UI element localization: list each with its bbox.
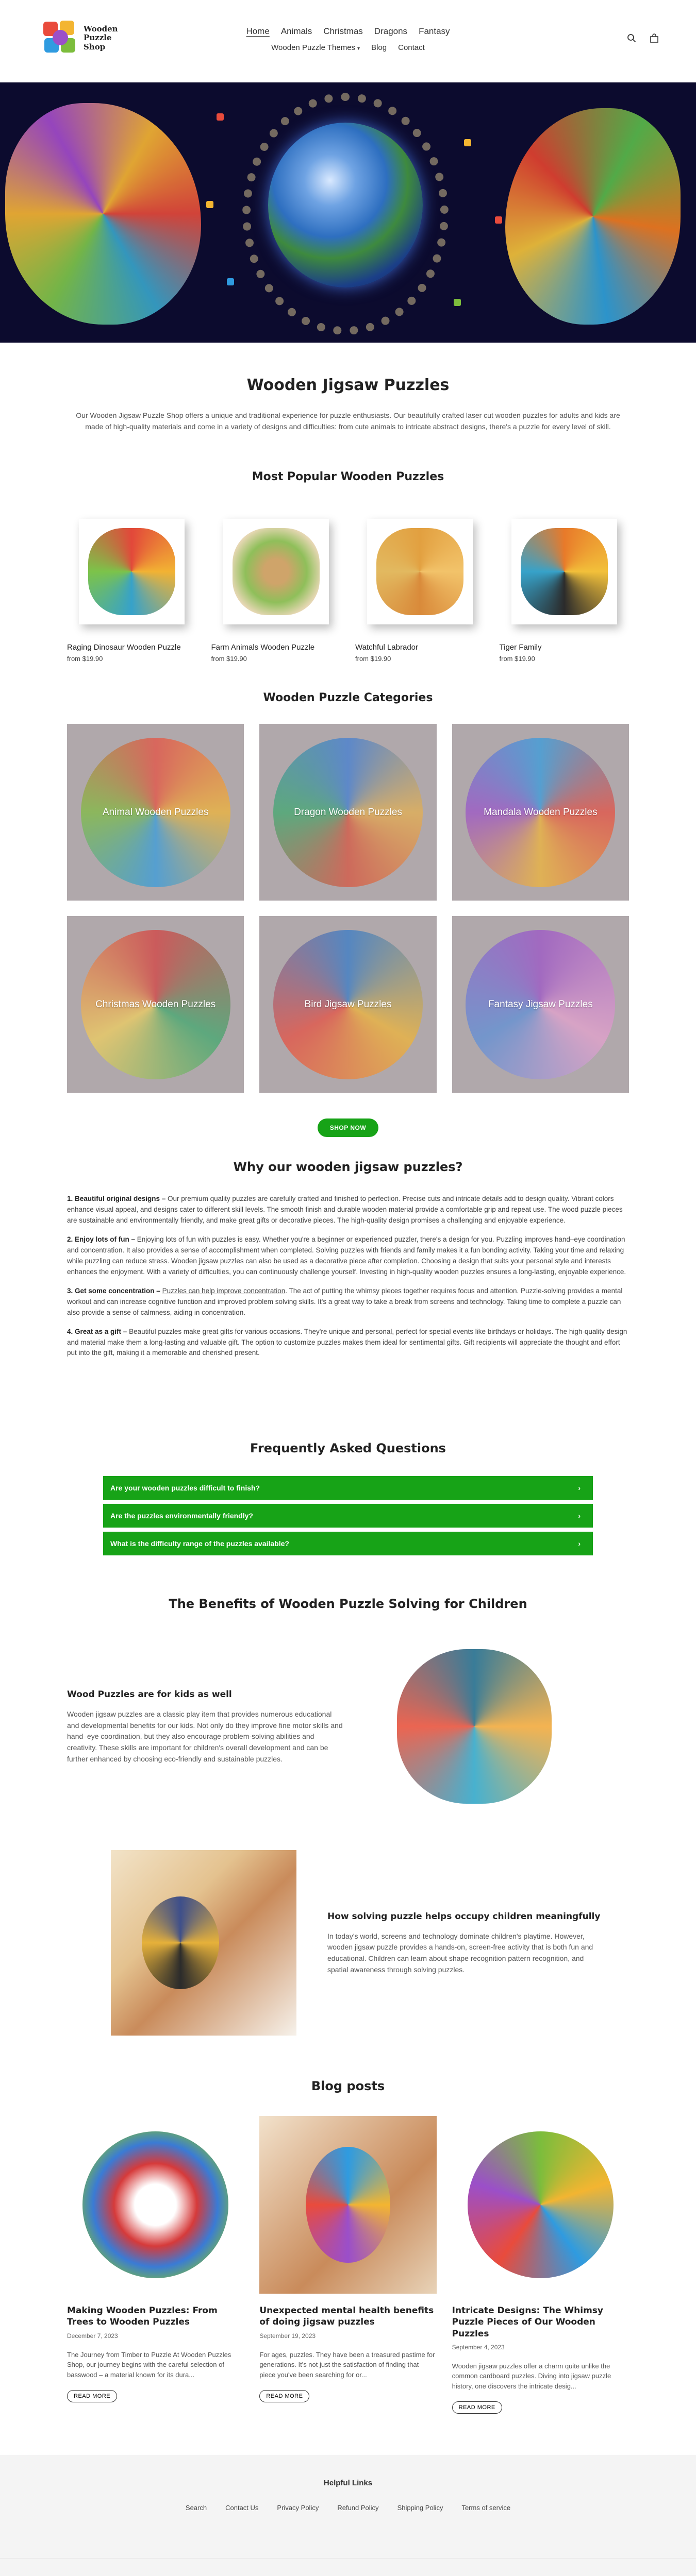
product-price: from $19.90 <box>211 654 247 663</box>
benefit-title: Wood Puzzles are for kids as well <box>67 1689 232 1700</box>
bird-puzzle-image <box>142 1896 219 1989</box>
read-more-button[interactable]: READ MORE <box>259 2390 309 2402</box>
product-name[interactable]: Watchful Labrador <box>355 643 419 652</box>
category-label: Mandala Wooden Puzzles <box>484 806 598 818</box>
shop-now-button[interactable]: SHOP NOW <box>318 1118 378 1137</box>
nav-christmas[interactable]: Christmas <box>323 26 363 36</box>
hero-earth-puzzle-image <box>268 123 423 287</box>
why-paragraph <box>67 1194 629 1226</box>
category-dragon[interactable] <box>259 724 436 901</box>
main-nav <box>0 25 696 58</box>
footer-link-shipping[interactable]: Shipping Policy <box>397 2503 443 2512</box>
logo-line: Shop <box>84 42 106 52</box>
blog-excerpt: The Journey from Timber to Puzzle At Wooden Puzzles Shop, our journey begins with the careful selection of basswood – a material known for its dura... <box>67 2350 231 2379</box>
faq-item[interactable] <box>103 1504 593 1528</box>
section-title: Most Popular Wooden Puzzles <box>252 470 444 484</box>
why-text: Beautiful puzzles make great gifts for various occasions. They're unique and personal, perfect for special events like birthdays or holidays. The high-quality design and material make them a long-lasting and valuable gift. The option to customize puzzles makes them ideal for sentimental gifts. Gift recipients will appreciate the thought and effort put into the gift, making it a memorable and cherished present. <box>67 1327 627 1357</box>
category-fantasy[interactable] <box>452 916 629 1093</box>
why-section <box>0 1137 696 1382</box>
concentration-link[interactable]: Puzzles can help improve concentration <box>162 1286 286 1295</box>
product-image[interactable] <box>211 507 341 636</box>
why-heading: 1. Beautiful original designs – <box>67 1195 166 1203</box>
blog-title[interactable]: Making Wooden Puzzles: From Trees to Wooden Puzzles <box>67 2306 218 2328</box>
footer-link-terms[interactable]: Terms of service <box>461 2503 511 2512</box>
read-more-button[interactable]: READ MORE <box>452 2401 502 2414</box>
site-header <box>0 0 696 82</box>
category-label: Fantasy Jigsaw Puzzles <box>488 998 593 1010</box>
section-title: Wooden Puzzle Categories <box>263 691 433 705</box>
section-title: Frequently Asked Questions <box>250 1441 446 1456</box>
chevron-right-icon: › <box>578 1511 581 1520</box>
benefit-text: In today's world, screens and technology dominate children's playtime. However, wooden jigsaw puzzle provides a hands-on, screen-free activity that is both fun and educational. Children can learn about shape recognition pattern recognition, and spatial awareness through solving puzzles. <box>327 1931 593 1974</box>
product-card[interactable] <box>500 507 629 664</box>
nav-fantasy[interactable]: Fantasy <box>419 26 450 36</box>
nav-blog[interactable]: Blog <box>371 43 387 52</box>
search-icon[interactable] <box>627 32 636 47</box>
section-title: The Benefits of Wooden Puzzle Solving for Children <box>169 1597 527 1612</box>
footer-link-search[interactable]: Search <box>185 2503 207 2512</box>
hero-dinosaur-puzzle-image <box>5 103 201 325</box>
logo-line: Puzzle <box>84 33 112 43</box>
benefit-title: How solving puzzle helps occupy children meaningfully <box>327 1911 601 1922</box>
why-heading: 3. Get some concentration – <box>67 1286 160 1295</box>
chevron-right-icon: › <box>578 1483 581 1492</box>
faq-item[interactable] <box>103 1476 593 1500</box>
blog-date: September 4, 2023 <box>452 2343 505 2351</box>
faq-question: Are the puzzles environmentally friendly? <box>110 1511 253 1520</box>
product-name[interactable]: Farm Animals Wooden Puzzle <box>211 643 315 652</box>
category-mandala[interactable] <box>452 724 629 901</box>
blog-image[interactable] <box>259 2116 436 2294</box>
nav-animals[interactable]: Animals <box>280 26 312 36</box>
page-title: Wooden Jigsaw Puzzles <box>246 376 450 394</box>
footer <box>0 2455 696 2558</box>
why-heading: 2. Enjoy lots of fun – <box>67 1235 136 1244</box>
chevron-right-icon: › <box>578 1539 581 1548</box>
section-title: Blog posts <box>311 2079 385 2094</box>
why-text: . The act of putting the whimsy pieces together requires focus and attention. Puzzle-solving provides a mental workout and can increase cognitive function and improved problem solving skills. It's a great way to take a break from screens and technology. Taking time to complete a puzzle can also provide a sense of calmness, aiding in concentration. <box>67 1286 623 1316</box>
turtle-puzzle-image <box>397 1649 552 1804</box>
nav-contact[interactable]: Contact <box>398 43 425 52</box>
product-card[interactable] <box>67 507 197 664</box>
footer-title: Helpful Links <box>323 2479 373 2488</box>
blog-card[interactable] <box>67 2116 244 2414</box>
logo-line: Wooden <box>84 24 118 34</box>
benefit-text: Wooden jigsaw puzzles are a classic play item that provides numerous educational and developmental benefits for our kids. Not only do they improve fine motor skills and hand–eye coordination, but they also encourage problem-solving abilities and creativity. These skills are important for children's overall development and can be further enhanced by choosing eco-friendly and sustainable puzzles. <box>67 1709 343 1763</box>
footer-link-refund[interactable]: Refund Policy <box>337 2503 379 2512</box>
product-image[interactable] <box>500 507 629 636</box>
blog-image[interactable] <box>452 2116 629 2294</box>
why-heading: 4. Great as a gift – <box>67 1327 127 1335</box>
child-puzzle-photo <box>111 1850 296 2036</box>
product-price: from $19.90 <box>499 654 535 663</box>
nav-dragons[interactable]: Dragons <box>374 26 408 36</box>
intro-text: Our Wooden Jigsaw Puzzle Shop offers a unique and traditional experience for puzzle enthusiasts. Our beautifully crafted laser cut wooden puzzles for adults and kids are made of high-quality materials and come in a variety of designs and difficulties: from cute animals to intricate abstract designs, there's a puzzle for every level of skill. <box>76 411 620 431</box>
category-label: Dragon Wooden Puzzles <box>294 806 402 818</box>
blog-title[interactable]: Unexpected mental health benefits of doing jigsaw puzzles <box>259 2306 434 2328</box>
why-paragraph <box>67 1234 629 1278</box>
nav-themes-label: Wooden Puzzle Themes <box>271 43 356 52</box>
category-label: Bird Jigsaw Puzzles <box>304 998 392 1010</box>
footer-link-privacy[interactable]: Privacy Policy <box>277 2503 319 2512</box>
product-name[interactable]: Tiger Family <box>499 643 542 652</box>
blog-image[interactable] <box>67 2116 244 2294</box>
blog-date: December 7, 2023 <box>67 2332 118 2340</box>
popular-products <box>0 453 696 679</box>
blog-date: September 19, 2023 <box>259 2332 316 2340</box>
intro-section <box>0 343 696 453</box>
benefits-section <box>0 1580 696 2056</box>
product-card[interactable] <box>211 507 341 664</box>
footer-link-contact[interactable]: Contact Us <box>225 2503 259 2512</box>
chevron-down-icon: ▾ <box>357 45 360 52</box>
section-title: Why our wooden jigsaw puzzles? <box>233 1160 463 1175</box>
blog-excerpt: Wooden jigsaw puzzles offer a charm quite unlike the common cardboard puzzles. Diving into jigsaw puzzle history, one discovers the intricate desig... <box>452 2362 611 2390</box>
blog-card[interactable] <box>259 2116 436 2414</box>
cart-icon[interactable] <box>650 32 659 47</box>
why-paragraph <box>67 1286 629 1318</box>
product-card[interactable] <box>355 507 485 664</box>
category-label: Animal Wooden Puzzles <box>102 806 209 818</box>
read-more-button[interactable]: READ MORE <box>67 2390 117 2402</box>
product-name[interactable]: Raging Dinosaur Wooden Puzzle <box>67 643 181 652</box>
why-paragraph <box>67 1327 629 1359</box>
footer-bottom <box>0 2558 696 2576</box>
category-christmas[interactable] <box>67 916 244 1093</box>
hero-fox-puzzle-image <box>505 108 681 325</box>
blog-title[interactable]: Intricate Designs: The Whimsy Puzzle Pieces of Our Wooden Puzzles <box>452 2306 603 2339</box>
why-text: Enjoying lots of fun with puzzles is easy. Whether you're a beginner or experienced puzzler, there's a design for you. Puzzling improves hand–eye coordination and concentration. It also provides a sense of accomplishment when completed. Solving puzzles with friends and family makes it a fun bonding activity. Taking your time and relaxing while puzzling can reduce stress. Wooden jigsaw puzzles can also be used as a decorative piece after completion. Choosing a design that suits your personal style and interests enhances the enjoyment. With a variety of difficulties, you can continuously challenge yourself. Investing in high-quality wooden puzzles ensures a long-lasting, enjoyable experience. <box>67 1235 626 1276</box>
product-price: from $19.90 <box>67 654 103 663</box>
product-price: from $19.90 <box>355 654 391 663</box>
blog-card[interactable] <box>452 2116 629 2414</box>
nav-themes-dropdown[interactable] <box>271 42 360 54</box>
product-image[interactable] <box>355 507 485 636</box>
faq-question: What is the difficulty range of the puzzles available? <box>110 1539 289 1548</box>
nav-home[interactable]: Home <box>246 26 270 36</box>
blog-excerpt: For ages, puzzles. They have been a treasured pastime for generations. It's not just the satisfaction of finding that piece you've been searching for or... <box>259 2350 435 2379</box>
product-image[interactable] <box>67 507 197 636</box>
category-bird[interactable] <box>259 916 436 1093</box>
category-animal[interactable] <box>67 724 244 901</box>
category-label: Christmas Wooden Puzzles <box>95 998 216 1010</box>
categories-section <box>0 679 696 1137</box>
hero-banner <box>0 82 696 343</box>
why-text: Our premium quality puzzles are carefully crafted and finished to perfection. Precise cuts and intricate details add to design quality. Vibrant colors enhance visual appeal, and designs cater to different skill levels. The smooth finish and durable wooden material provide a comfortable grip and repeat use. The wood puzzle pieces are sustainable and environmentally friendly, and make great gifts or decorative pieces. The high-quality design promises a challenging and enjoyable experience. <box>67 1195 623 1225</box>
faq-item[interactable] <box>103 1532 593 1555</box>
faq-section <box>0 1382 696 1580</box>
faq-question: Are your wooden puzzles difficult to finish? <box>110 1483 260 1492</box>
blog-section <box>0 2056 696 2434</box>
